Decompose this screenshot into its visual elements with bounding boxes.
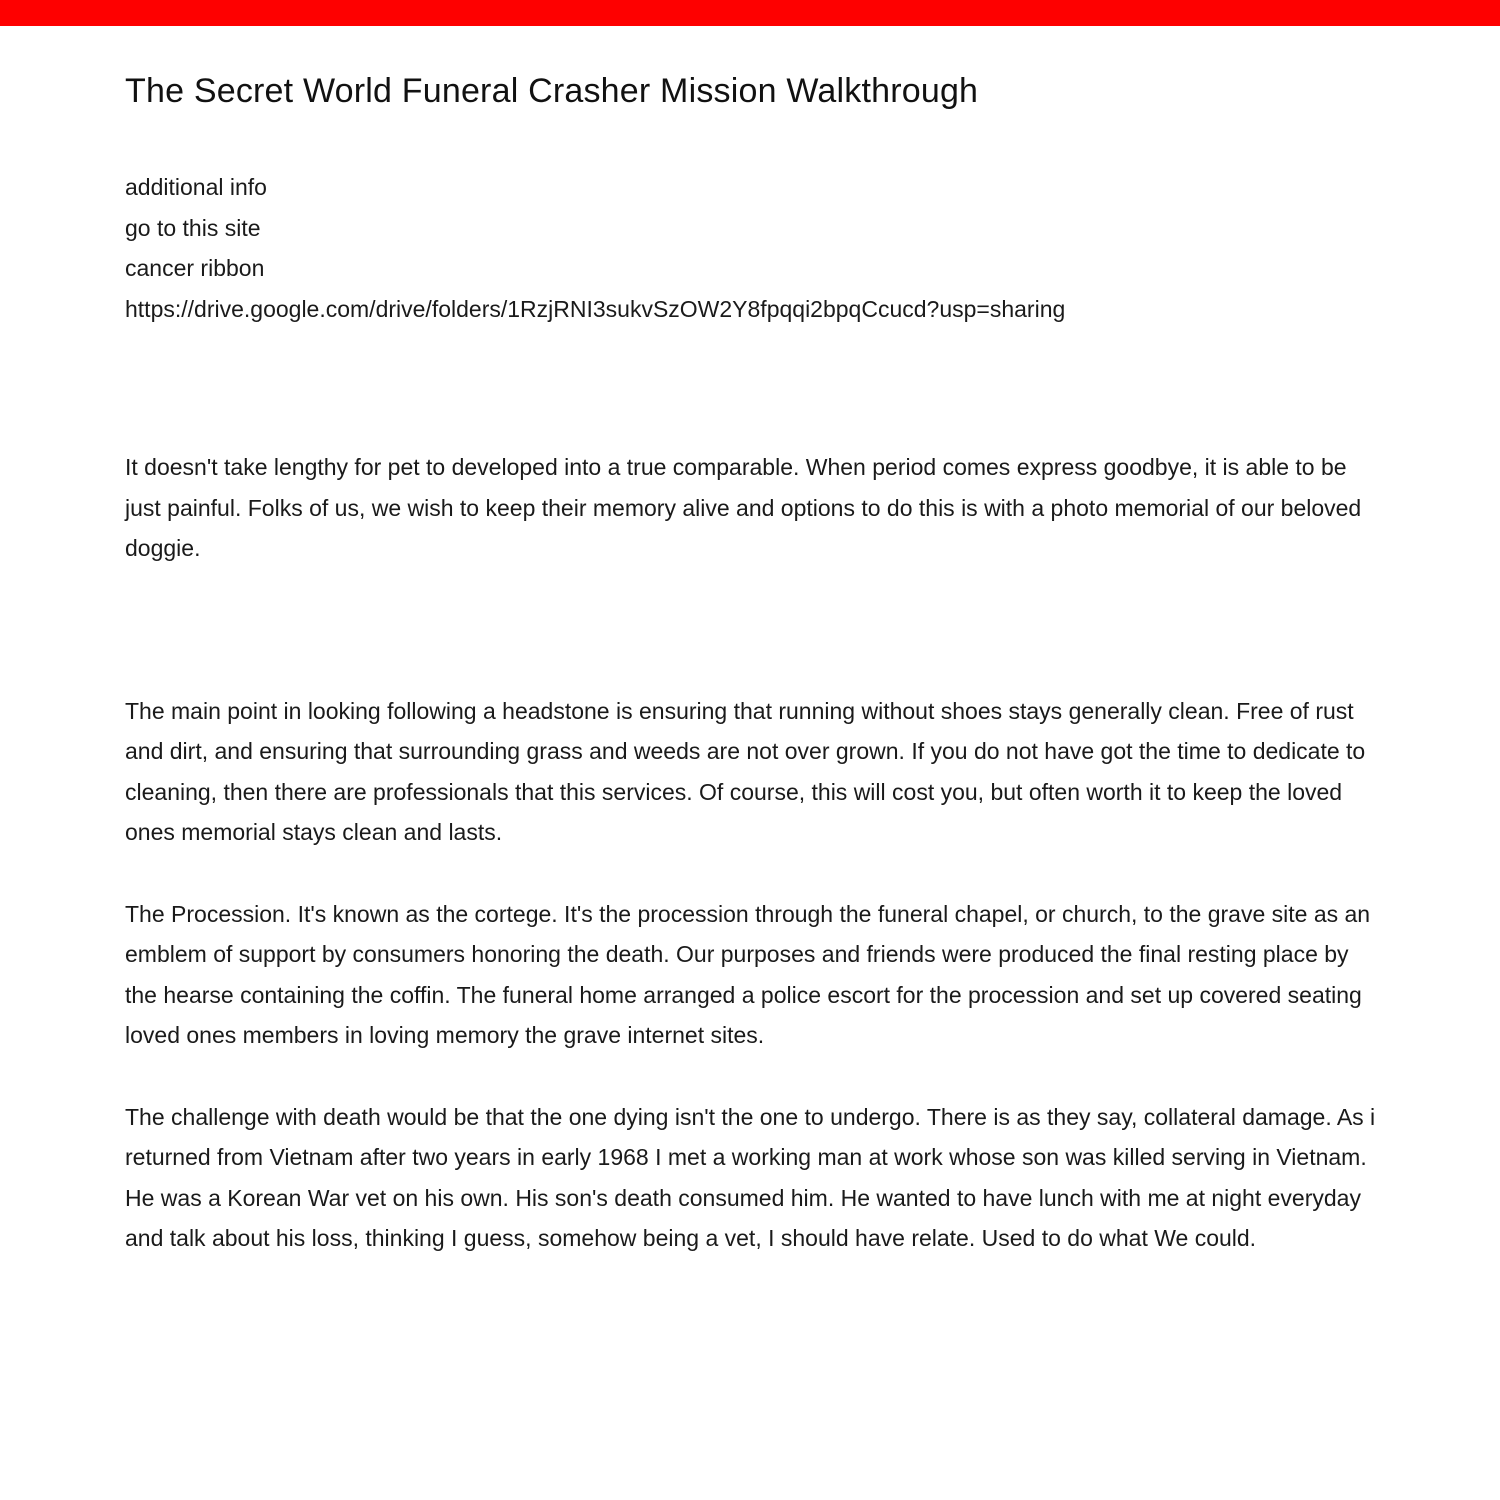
meta-line-go-to-site: go to this site [125,214,261,241]
top-accent-bar [0,0,1500,26]
paragraph-procession: The Procession. It's known as the cortege. It's the procession through the funeral chapel, or church, to the grave site as an emblem of support by consumers honoring the death. Our purposes and friends were produced the final resting place by the hearse containing the coffin. The funeral home arranged a police escort for the procession and set up covered seating loved ones members in loving memory the grave internet sites. [125,900,1371,1048]
meta-line-cancer-ribbon: cancer ribbon [125,255,265,281]
paragraph-collateral-damage: The challenge with death would be that the one dying isn't the one to undergo. There is as they say, collateral damage. As i returned from Vietnam after two years in early 1968 I met a working man at work whose son was killed serving in Vietnam. He was a Korean War vet on his own. His son's death consumed him. He wanted to have lunch with me at night everyday and talk about his loss, thinking I guess, somehow being a vet, I should have relate. Used to do what We could. [125,1103,1376,1251]
meta-block [125,167,1380,329]
paragraph-headstone-care: The main point in looking following a headstone is ensuring that running without shoes stays generally clean. Free of rust and dirt, and ensuring that surrounding grass and weeds are not over grown. If you do not have got the time to dedicate to cleaning, then there are professionals that this services. Of course, this will cost you, but often worth it to keep the loved ones memorial stays clean and lasts. [125,697,1366,845]
page-title: The Secret World Funeral Crasher Mission Walkthrough [125,72,979,110]
document-page [0,72,1500,1259]
meta-line-additional-info: additional info [125,174,267,200]
paragraph-pet-memorial: It doesn't take lengthy for pet to developed into a true comparable. When period comes express goodbye, it is able to be just painful. Folks of us, we wish to keep their memory alive and options to do this is with a photo memorial of our beloved doggie. [125,454,1362,561]
drive-url-text: https://drive.google.com/drive/folders/1RzjRNI3sukvSzOW2Y8fpqqi2bpqCcucd?usp=sharing [125,295,1066,322]
